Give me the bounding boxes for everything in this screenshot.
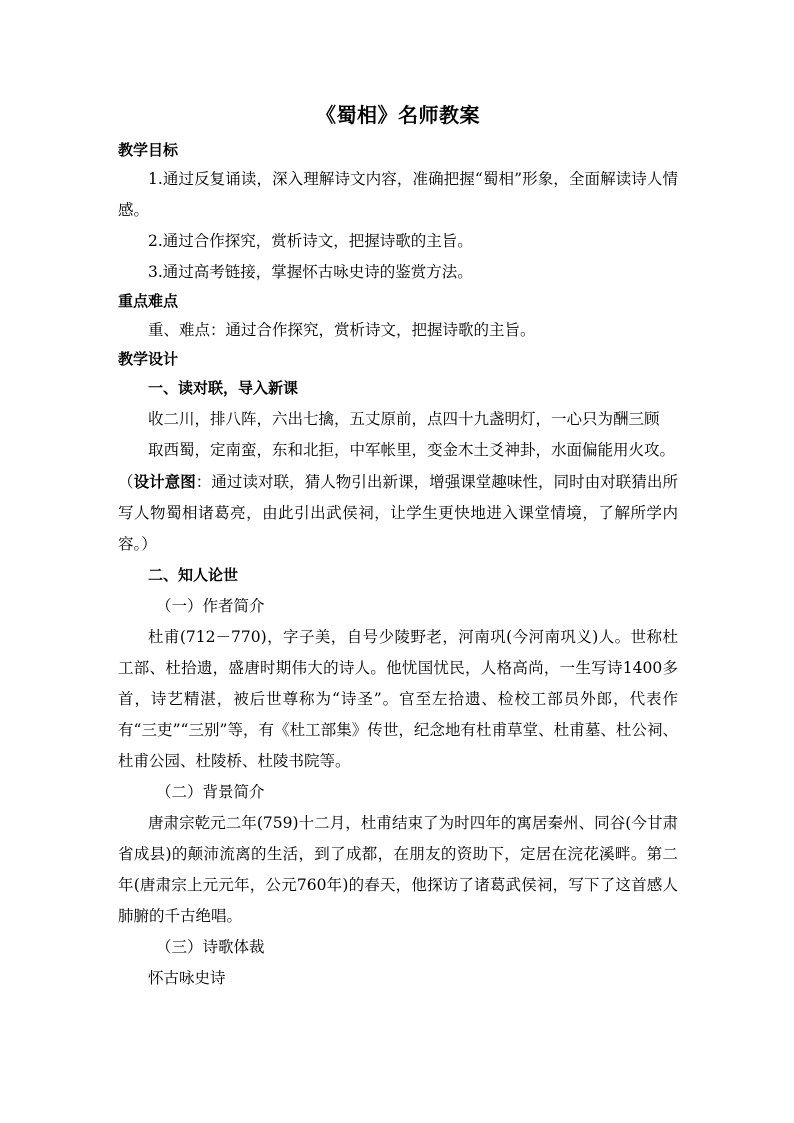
section-heading-teaching-design: 教学设计 <box>118 350 179 368</box>
background-intro-text: 唐肃宗乾元二年(759)十二月，杜甫结束了为时四年的寓居秦州、同谷(今甘肃省成县)的颠沛流离的生活，到了成都，在朋友的资助下，定居在浣花溪畔。第二年(唐肃宗上元元年，公元760年)的春天，他探访了诸葛武侯祠，写下了这首感人肺腑的千古绝唱。 <box>118 814 678 925</box>
document-page <box>118 96 678 994</box>
poem-genre-text: 怀古咏史诗 <box>148 969 226 987</box>
couplet-line-2: 取西蜀，定南蛮，东和北拒，中军帐里，变金木土爻神卦，水面偏能用火攻。 <box>148 441 676 459</box>
goal-item-2: 2.通过合作探究，赏析诗文，把握诗歌的主旨。 <box>148 232 473 250</box>
section-heading-key-points: 重点难点 <box>118 292 179 310</box>
couplet-line-1: 收二川，排八阵，六出七擒，五丈原前，点四十九盏明灯，一心只为酬三顾 <box>148 410 660 428</box>
design-intent-text: ：通过读对联，猜人物引出新课，增强课堂趣味性，同时由对联猜出所写人物蜀相诸葛亮，由此引出武侯祠，让学生更快地进入课堂情境，了解所学内容。） <box>118 473 678 553</box>
subheading-couplet-intro: 一、读对联，导入新课 <box>148 379 299 397</box>
label-poem-genre: （三）诗歌体裁 <box>156 938 265 956</box>
subheading-author-context: 二、知人论世 <box>148 566 239 584</box>
author-intro-text: 杜甫(712－770)，字子美，自号少陵野老，河南巩(今河南巩义)人。世称杜工部、杜拾遗，盛唐时期伟大的诗人。他忧国忧民，人格高尚，一生写诗1400多首，诗艺精湛，被后世尊称为“诗圣”。官至左拾遗、检校工部员外郎，代表作有“三吏”“三别”等，有《杜工部集》传世，纪念地有杜甫草堂、杜甫墓、杜公祠、杜甫公园、杜陵桥、杜陵书院等。 <box>118 628 678 770</box>
label-author-intro: （一）作者简介 <box>156 597 265 615</box>
document-title: 《蜀相》名师教案 <box>316 103 480 127</box>
design-intent-open-paren: （ <box>118 473 134 491</box>
goal-item-3: 3.通过高考链接，掌握怀古咏史诗的鉴赏方法。 <box>148 263 473 281</box>
goal-item-1: 1.通过反复诵读，深入理解诗文内容，准确把握“蜀相”形象，全面解读诗人情感。 <box>118 170 678 219</box>
label-background-intro: （二）背景简介 <box>156 783 265 801</box>
section-heading-teaching-goals: 教学目标 <box>118 141 179 159</box>
design-intent-note <box>118 466 678 560</box>
key-points-text: 重、难点：通过合作探究，赏析诗文，把握诗歌的主旨。 <box>148 321 536 339</box>
design-intent-label: 设计意图 <box>133 472 196 491</box>
